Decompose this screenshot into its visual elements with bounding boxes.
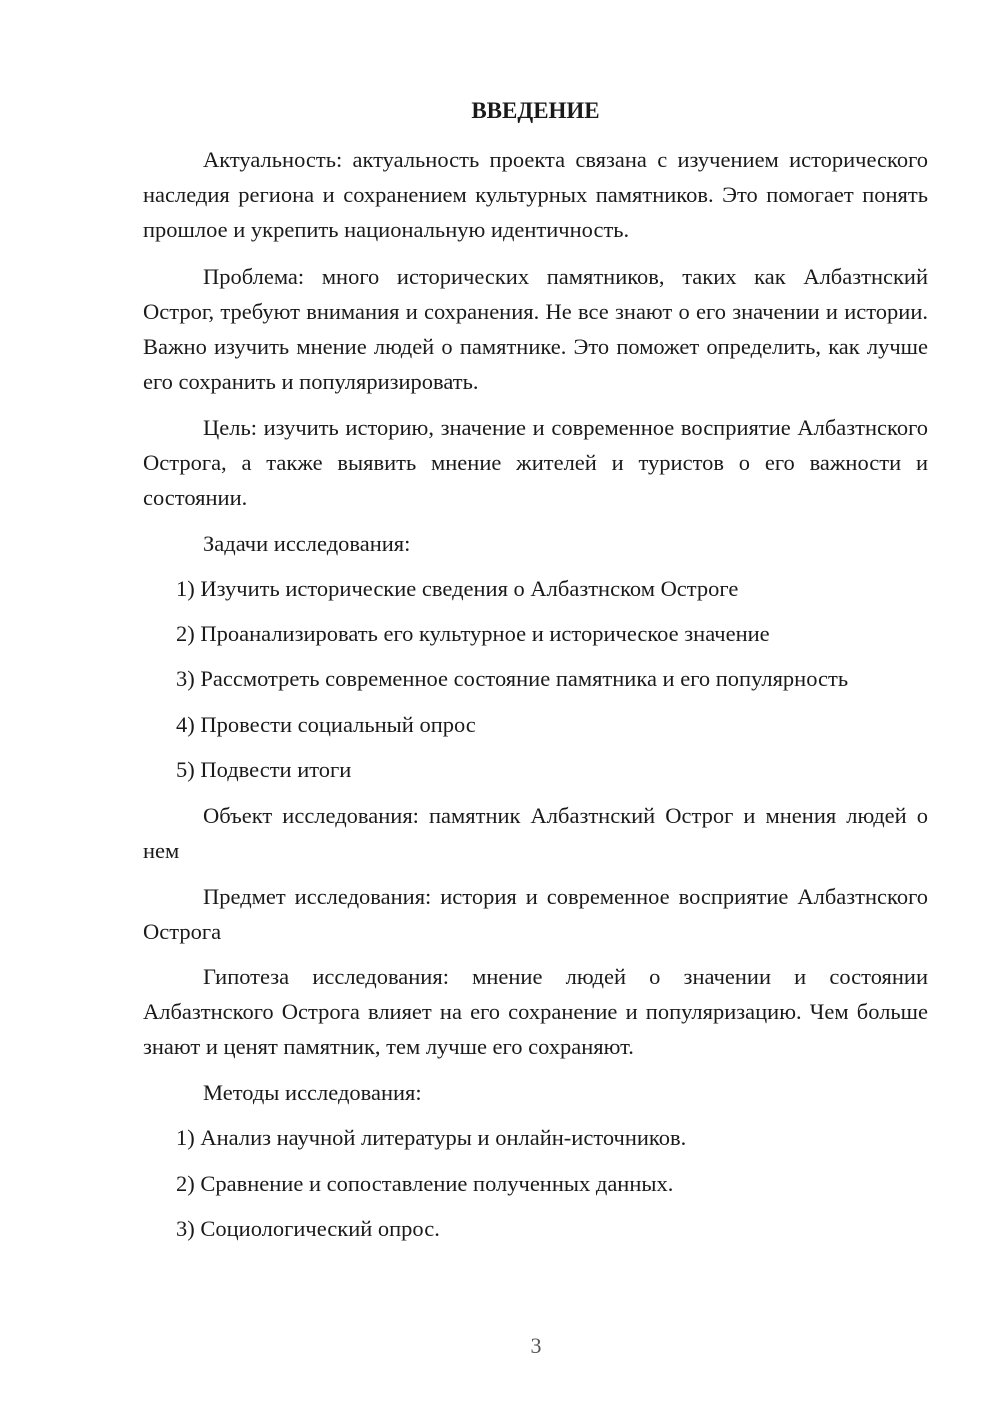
method-item-3: 3) Социологический опрос. (176, 1216, 440, 1241)
subject-paragraph: Предмет исследования: история и современное восприятие Албазтнского Острога (143, 884, 928, 944)
task-item-2: 2) Проанализировать его культурное и историческое значение (176, 621, 770, 646)
method-item-1: 1) Анализ научной литературы и онлайн-источников. (176, 1125, 687, 1150)
goal-paragraph: Цель: изучить историю, значение и современное восприятие Албазтнского Острога, а также выявить мнение жителей и туристов о его важности и состоянии. (143, 415, 928, 510)
page-number: 3 (530, 1333, 542, 1358)
section-heading: ВВЕДЕНИЕ (471, 98, 600, 123)
task-item-5: 5) Подвести итоги (176, 757, 352, 782)
task-item-1: 1) Изучить исторические сведения о Албазтнском Остроге (176, 576, 739, 601)
problem-paragraph: Проблема: много исторических памятников, таких как Албазтнский Острог, требуют внимания и сохранения. Не все знают о его значении и истории. Важно изучить мнение людей о памятнике. Это поможет определить, как лучше его сохранить и популяризировать. (143, 264, 928, 394)
task-item-4: 4) Провести социальный опрос (176, 712, 476, 737)
tasks-intro: Задачи исследования: (203, 531, 411, 556)
methods-intro: Методы исследования: (203, 1080, 422, 1105)
object-paragraph: Объект исследования: памятник Албазтнский Острог и мнения людей о нем (143, 803, 928, 863)
relevance-paragraph: Актуальность: актуальность проекта связана с изучением исторического наследия региона и сохранением культурных памятников. Это помогает понять прошлое и укрепить национальную идентичность. (143, 147, 928, 242)
task-item-3: 3) Рассмотреть современное состояние памятника и его популярность (176, 666, 849, 691)
method-item-2: 2) Сравнение и сопоставление полученных данных. (176, 1171, 674, 1196)
hypothesis-paragraph: Гипотеза исследования: мнение людей о значении и состоянии Албазтнского Острога влияет на его сохранение и популяризацию. Чем больше знают и ценят памятник, тем лучше его сохраняют. (143, 964, 928, 1059)
